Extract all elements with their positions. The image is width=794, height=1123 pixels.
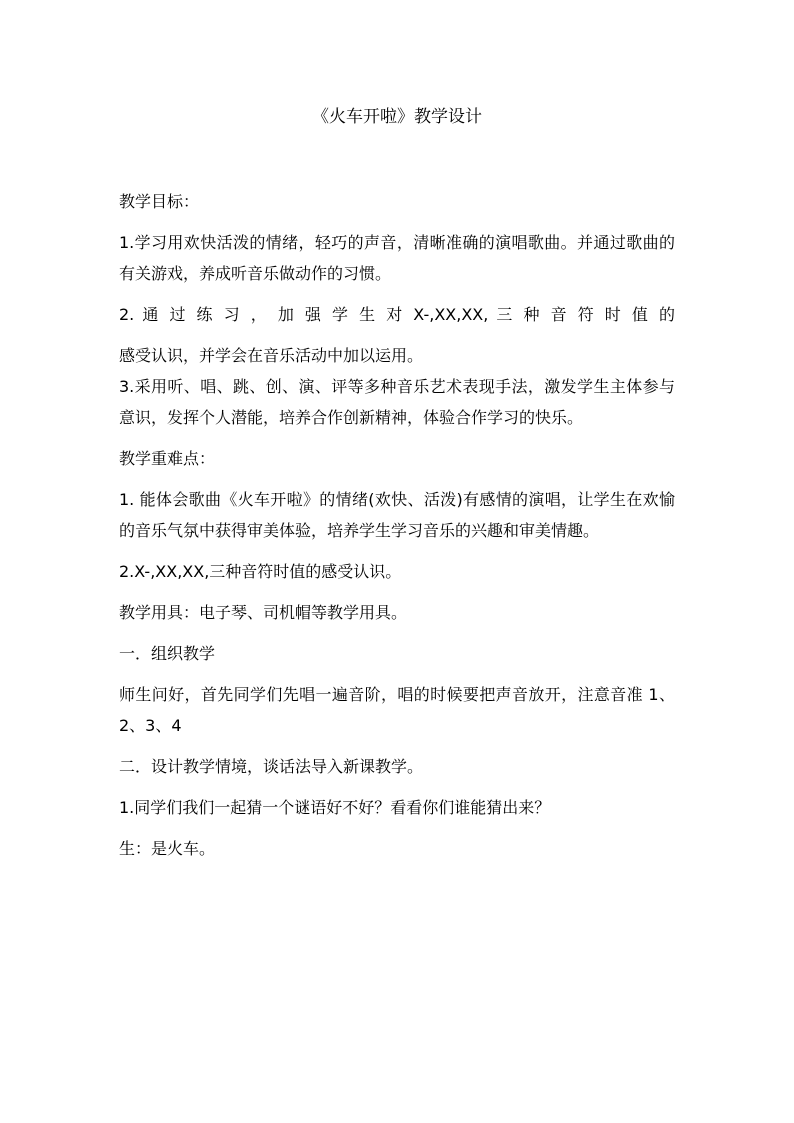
tools-paragraph: 教学用具：电子琴、司机帽等教学用具。 bbox=[119, 603, 408, 622]
keypoints-heading: 教学重难点： bbox=[119, 449, 216, 468]
document-title: 《火车开啦》教学设计 bbox=[312, 107, 482, 127]
goal-2-line-2: 感受认识，并学会在音乐活动中加以运用。 bbox=[119, 346, 424, 365]
goal-2-line-1: 2. 通 过 练 习 ， 加 强 学 生 对 X-,XX,XX, 三 种 音 符 时 值 的 bbox=[119, 305, 675, 324]
goal-2-paragraph bbox=[119, 299, 675, 371]
goals-heading: 教学目标： bbox=[119, 192, 200, 211]
section-2-item-1: 1.同学们我们一起猜一个谜语好不好？看看你们谁能猜出来？ bbox=[119, 798, 551, 817]
goal-3-paragraph: 3.采用听、唱、跳、创、演、评等多种音乐艺术表现手法，激发学生主体参与意识，发挥个人潜能，培养合作创新精神，体验合作学习的快乐。 bbox=[119, 377, 675, 427]
section-1-heading: 一．组织教学 bbox=[119, 644, 216, 663]
section-2-heading: 二．设计教学情境，谈话法导入新课教学。 bbox=[119, 757, 424, 776]
section-2-answer: 生：是火车。 bbox=[119, 839, 216, 858]
keypoint-1-paragraph: 1. 能体会歌曲《火车开啦》的情绪(欢快、活泼)有感情的演唱，让学生在欢愉的音乐气氛中获得审美体验，培养学生学习音乐的兴趣和审美情趣。 bbox=[119, 490, 675, 540]
section-1-paragraph: 师生问好，首先同学们先唱一遍音阶，唱的时候要把声音放开，注意音准 1、2、3、4 bbox=[119, 685, 675, 735]
goal-1-paragraph: 1.学习用欢快活泼的情绪，轻巧的声音，清晰准确的演唱歌曲。并通过歌曲的有关游戏，养成听音乐做动作的习惯。 bbox=[119, 233, 675, 283]
keypoint-2-paragraph: 2.X-,XX,XX,三种音符时值的感受认识。 bbox=[119, 562, 402, 581]
document-body bbox=[119, 186, 675, 864]
